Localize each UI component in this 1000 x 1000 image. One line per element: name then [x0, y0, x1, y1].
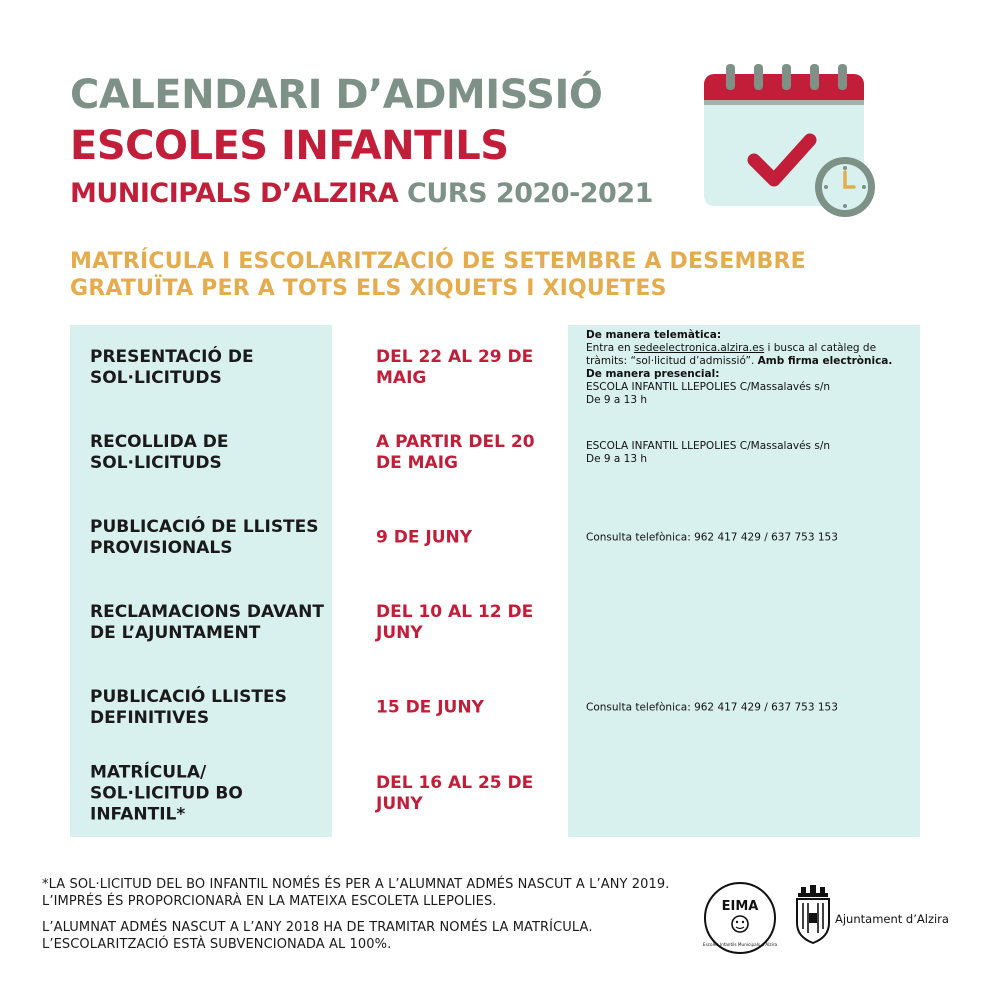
info-cell [568, 750, 920, 837]
date-cell [332, 410, 568, 496]
subtitle-line2: GRATUÏTA PER A TOTS ELS XIQUETS I XIQUETES [70, 276, 667, 301]
step-label: MATRÍCULA/ SOL·LICITUD BO INFANTIL* [90, 762, 243, 824]
info-tele-post: i busca al catàleg de tràmits: “sol·licitud d’admissió”. [586, 342, 877, 367]
info-text [586, 440, 916, 466]
table-row [70, 580, 920, 666]
info-pres-title: De manera presencial: [586, 368, 720, 380]
info-cell [568, 325, 920, 411]
info-cell [568, 580, 920, 666]
eima-caption: Escoles Infantils Municipals d’Alzira [702, 942, 778, 947]
info-cell [568, 665, 920, 751]
date-label: 9 DE JUNY [376, 527, 473, 548]
sede-link[interactable]: sedeelectronica.alzira.es [633, 342, 765, 354]
step-cell [70, 495, 332, 581]
footnote-bo-infantil: *LA SOL·LICITUD DEL BO INFANTIL NOMÉS ÉS PER A L’ALUMNAT ADMÉS NASCUT A L’ANY 2019. L’IMPRÉS ÉS PROPORCIONARÀ EN LA MATEIXA ESCOLETA LLEPOLIES. [42, 877, 670, 909]
date-cell [332, 665, 568, 751]
info-text [586, 329, 916, 407]
title-line2: ESCOLES INFANTILS [70, 123, 509, 169]
step-cell [70, 750, 332, 837]
info-pres-hours: De 9 a 13 h [586, 394, 648, 406]
step-label: PUBLICACIÓ LLISTES DEFINITIVES [90, 687, 287, 728]
info-cell [568, 495, 920, 581]
info-text: Consulta telefònica: 962 417 429 / 637 753 153 [586, 531, 838, 544]
title-line1: CALENDARI D’ADMISSIÓ [70, 72, 603, 118]
info-tele-pre: Entra en [586, 342, 634, 354]
info-tele-title: De manera telemàtica: [586, 329, 722, 341]
title-line3-grey: CURS 2020-2021 [407, 178, 653, 209]
date-label: 15 DE JUNY [376, 697, 484, 718]
step-cell [70, 325, 332, 411]
table-row [70, 325, 920, 411]
date-cell [332, 750, 568, 837]
eima-letters: EIMA [721, 899, 759, 914]
info-addr: ESCOLA INFANTIL LLEPOLIES C/Massalavés s/n [586, 440, 831, 452]
table-row [70, 750, 920, 837]
step-label: PRESENTACIÓ DE SOL·LICITUDS [90, 347, 254, 388]
step-cell [70, 580, 332, 666]
ajuntament-name: Ajuntament d’Alzira [835, 912, 949, 926]
step-cell [70, 665, 332, 751]
table-row [70, 665, 920, 751]
info-hours: De 9 a 13 h [586, 453, 648, 465]
ajuntament-shield-logo [792, 885, 834, 945]
date-cell [332, 580, 568, 666]
step-label: RECLAMACIONS DAVANT DE L’AJUNTAMENT [90, 602, 324, 643]
step-label: PUBLICACIÓ DE LLISTES PROVISIONALS [90, 517, 319, 558]
step-cell [70, 410, 332, 496]
table-row [70, 495, 920, 581]
calendar-check-clock-icon [702, 62, 882, 222]
date-cell [332, 495, 568, 581]
date-label: DEL 10 AL 12 DE JUNY [376, 602, 534, 643]
date-label: DEL 16 AL 25 DE JUNY [376, 772, 534, 814]
info-tele-bold: Amb firma electrònica. [757, 355, 893, 367]
info-pres-addr: ESCOLA INFANTIL LLEPOLIES C/Massalavés s/n [586, 381, 831, 393]
subtitle-line1: MATRÍCULA I ESCOLARITZACIÓ DE SETEMBRE A DESEMBRE [70, 249, 806, 274]
step-label: RECOLLIDA DE SOL·LICITUDS [90, 432, 229, 473]
date-cell [332, 325, 568, 411]
info-text: Consulta telefònica: 962 417 429 / 637 753 153 [586, 701, 838, 714]
footnote-matricula: L’ALUMNAT ADMÉS NASCUT A L’ANY 2018 HA DE TRAMITAR NOMÉS LA MATRÍCULA. L’ESCOLARITZACIÓ ESTÀ SUBVENCIONADA AL 100%. [42, 920, 593, 952]
table-row [70, 410, 920, 496]
date-label: A PARTIR DEL 20 DE MAIG [376, 432, 535, 473]
info-cell [568, 410, 920, 496]
eima-logo [702, 880, 778, 956]
schedule-table [70, 325, 920, 837]
title-line3 [70, 178, 653, 209]
title-line3-red: MUNICIPALS D’ALZIRA [70, 178, 399, 209]
date-label: DEL 22 AL 29 DE MAIG [376, 347, 534, 388]
